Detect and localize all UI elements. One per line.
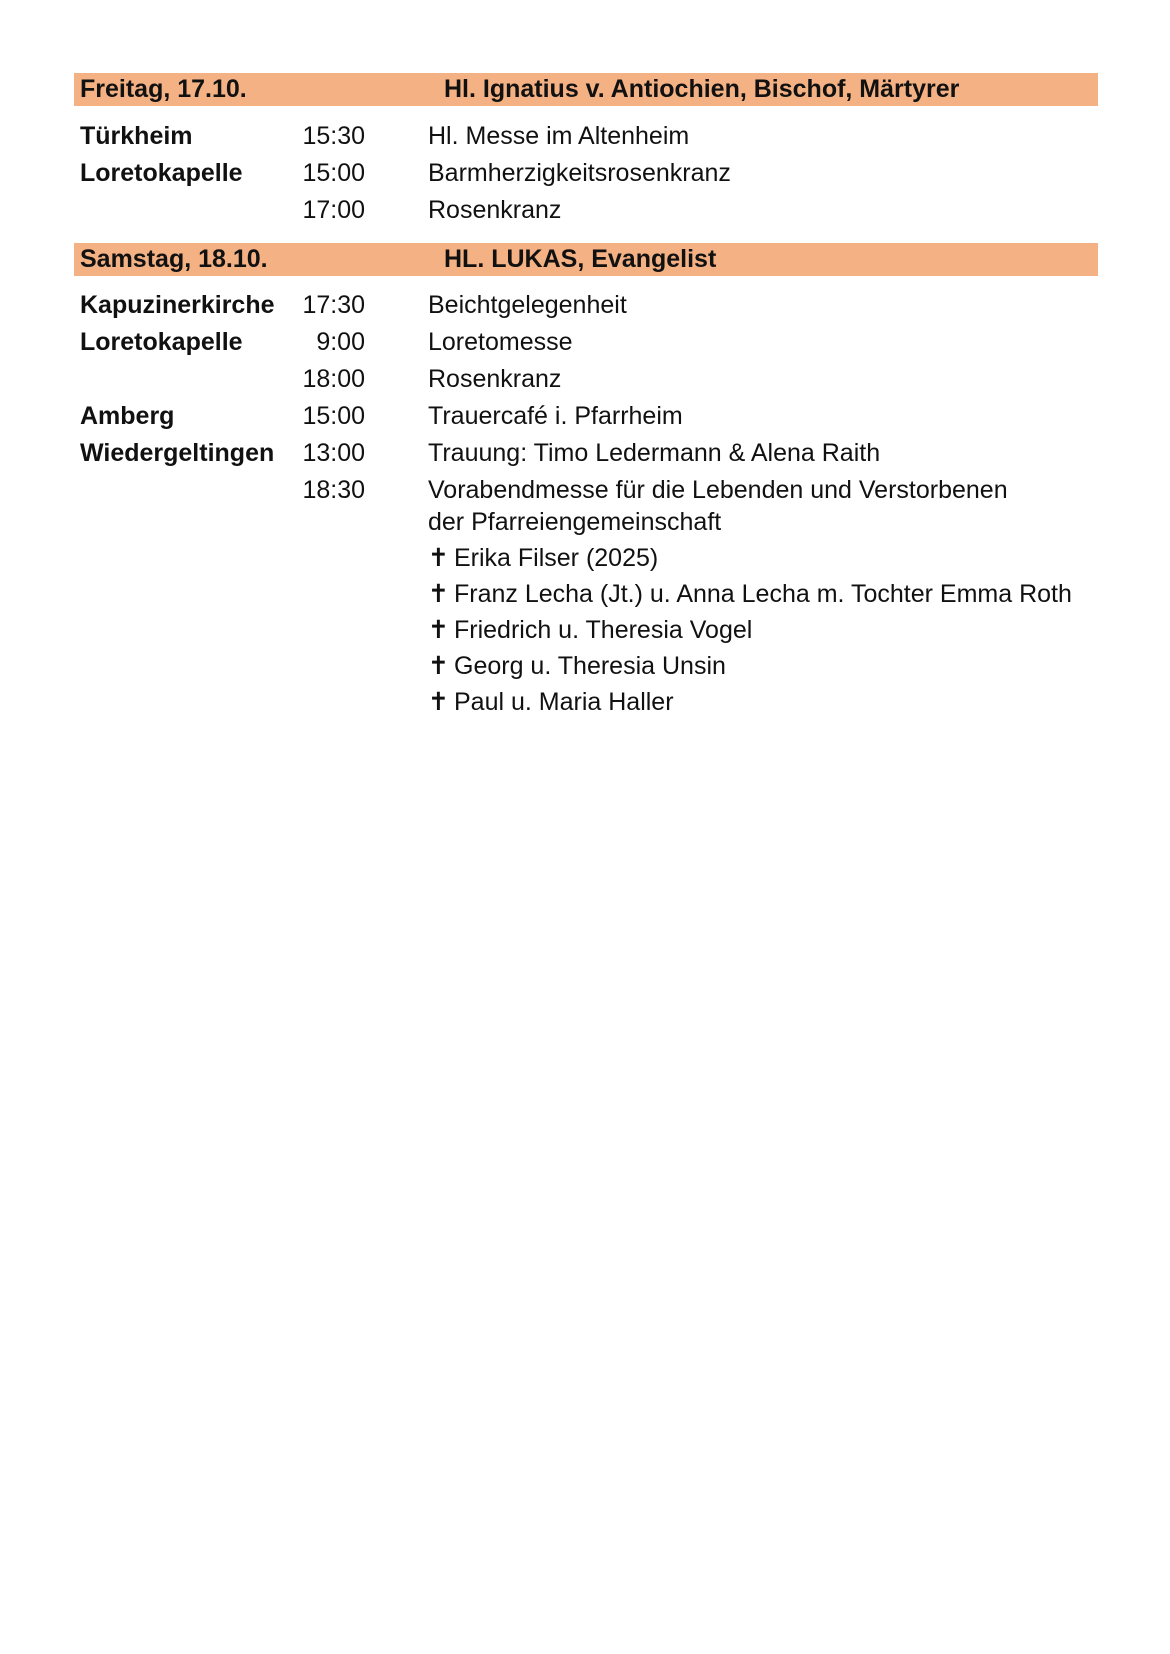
intention-text: Georg u. Theresia Unsin: [454, 652, 726, 680]
day-date: Samstag, 18.10.: [80, 245, 268, 273]
event: Trauercafé i. Pfarrheim: [428, 402, 683, 430]
time: 15:00: [302, 402, 365, 430]
event: Rosenkranz: [428, 196, 562, 224]
time: 15:30: [302, 122, 365, 150]
location: Türkheim: [80, 122, 193, 150]
event: Rosenkranz: [428, 365, 562, 393]
intention-text: Friedrich u. Theresia Vogel: [454, 616, 753, 644]
location: [74, 363, 295, 395]
event-line: der Pfarreiengemeinschaft: [428, 508, 722, 536]
time: 18:30: [302, 476, 365, 504]
mass-intention: [428, 614, 1080, 646]
intention-text: Erika Filser (2025): [454, 544, 659, 572]
event: Barmherzigkeitsrosenkranz: [428, 159, 731, 187]
day-feast: HL. LUKAS, Evangelist: [444, 245, 717, 273]
schedule-row: [74, 363, 1098, 395]
mass-intention: [428, 650, 1080, 682]
location: Loretokapelle: [80, 159, 243, 187]
location: Kapuzinerkirche: [80, 291, 275, 319]
location: [74, 194, 295, 226]
day-header-friday: [74, 73, 1098, 106]
event: Trauung: Timo Ledermann & Alena Raith: [428, 439, 881, 467]
location: Loretokapelle: [80, 328, 243, 356]
event: Hl. Messe im Altenheim: [428, 122, 690, 150]
time: 17:30: [302, 291, 365, 319]
cross-icon: ✝: [428, 616, 449, 644]
schedule-row: [74, 120, 1098, 152]
intention-text: Paul u. Maria Haller: [454, 688, 674, 716]
intention-text: Franz Lecha (Jt.) u. Anna Lecha m. Tochter Emma Roth: [454, 580, 1072, 608]
event-with-intentions: [428, 474, 1080, 718]
day-feast: Hl. Ignatius v. Antiochien, Bischof, Märtyrer: [444, 75, 960, 103]
time: 15:00: [302, 159, 365, 187]
schedule-row: [74, 194, 1098, 226]
location: Amberg: [80, 402, 175, 430]
event: Loretomesse: [428, 328, 573, 356]
schedule-row: [74, 326, 1098, 358]
day-date: Freitag, 17.10.: [80, 75, 247, 103]
mass-intention: [428, 578, 1080, 610]
day-header-saturday: [74, 243, 1098, 276]
schedule-row: [74, 474, 1098, 718]
time: 18:00: [302, 365, 365, 393]
cross-icon: ✝: [428, 544, 449, 572]
schedule-friday: [74, 120, 1098, 231]
mass-intention: [428, 542, 1080, 574]
location: [74, 474, 295, 718]
cross-icon: ✝: [428, 688, 449, 716]
schedule-row: [74, 157, 1098, 189]
time: 9:00: [316, 328, 365, 356]
mass-intention: [428, 686, 1080, 718]
time: 17:00: [302, 196, 365, 224]
schedule-row: [74, 400, 1098, 432]
schedule-saturday: [74, 289, 1098, 723]
event-line: Vorabendmesse für die Lebenden und Verstorbenen: [428, 476, 1008, 504]
schedule-row: [74, 289, 1098, 321]
cross-icon: ✝: [428, 580, 449, 608]
location: Wiedergeltingen: [80, 439, 275, 467]
cross-icon: ✝: [428, 652, 449, 680]
time: 13:00: [302, 439, 365, 467]
event: Beichtgelegenheit: [428, 291, 627, 319]
schedule-row: [74, 437, 1098, 469]
